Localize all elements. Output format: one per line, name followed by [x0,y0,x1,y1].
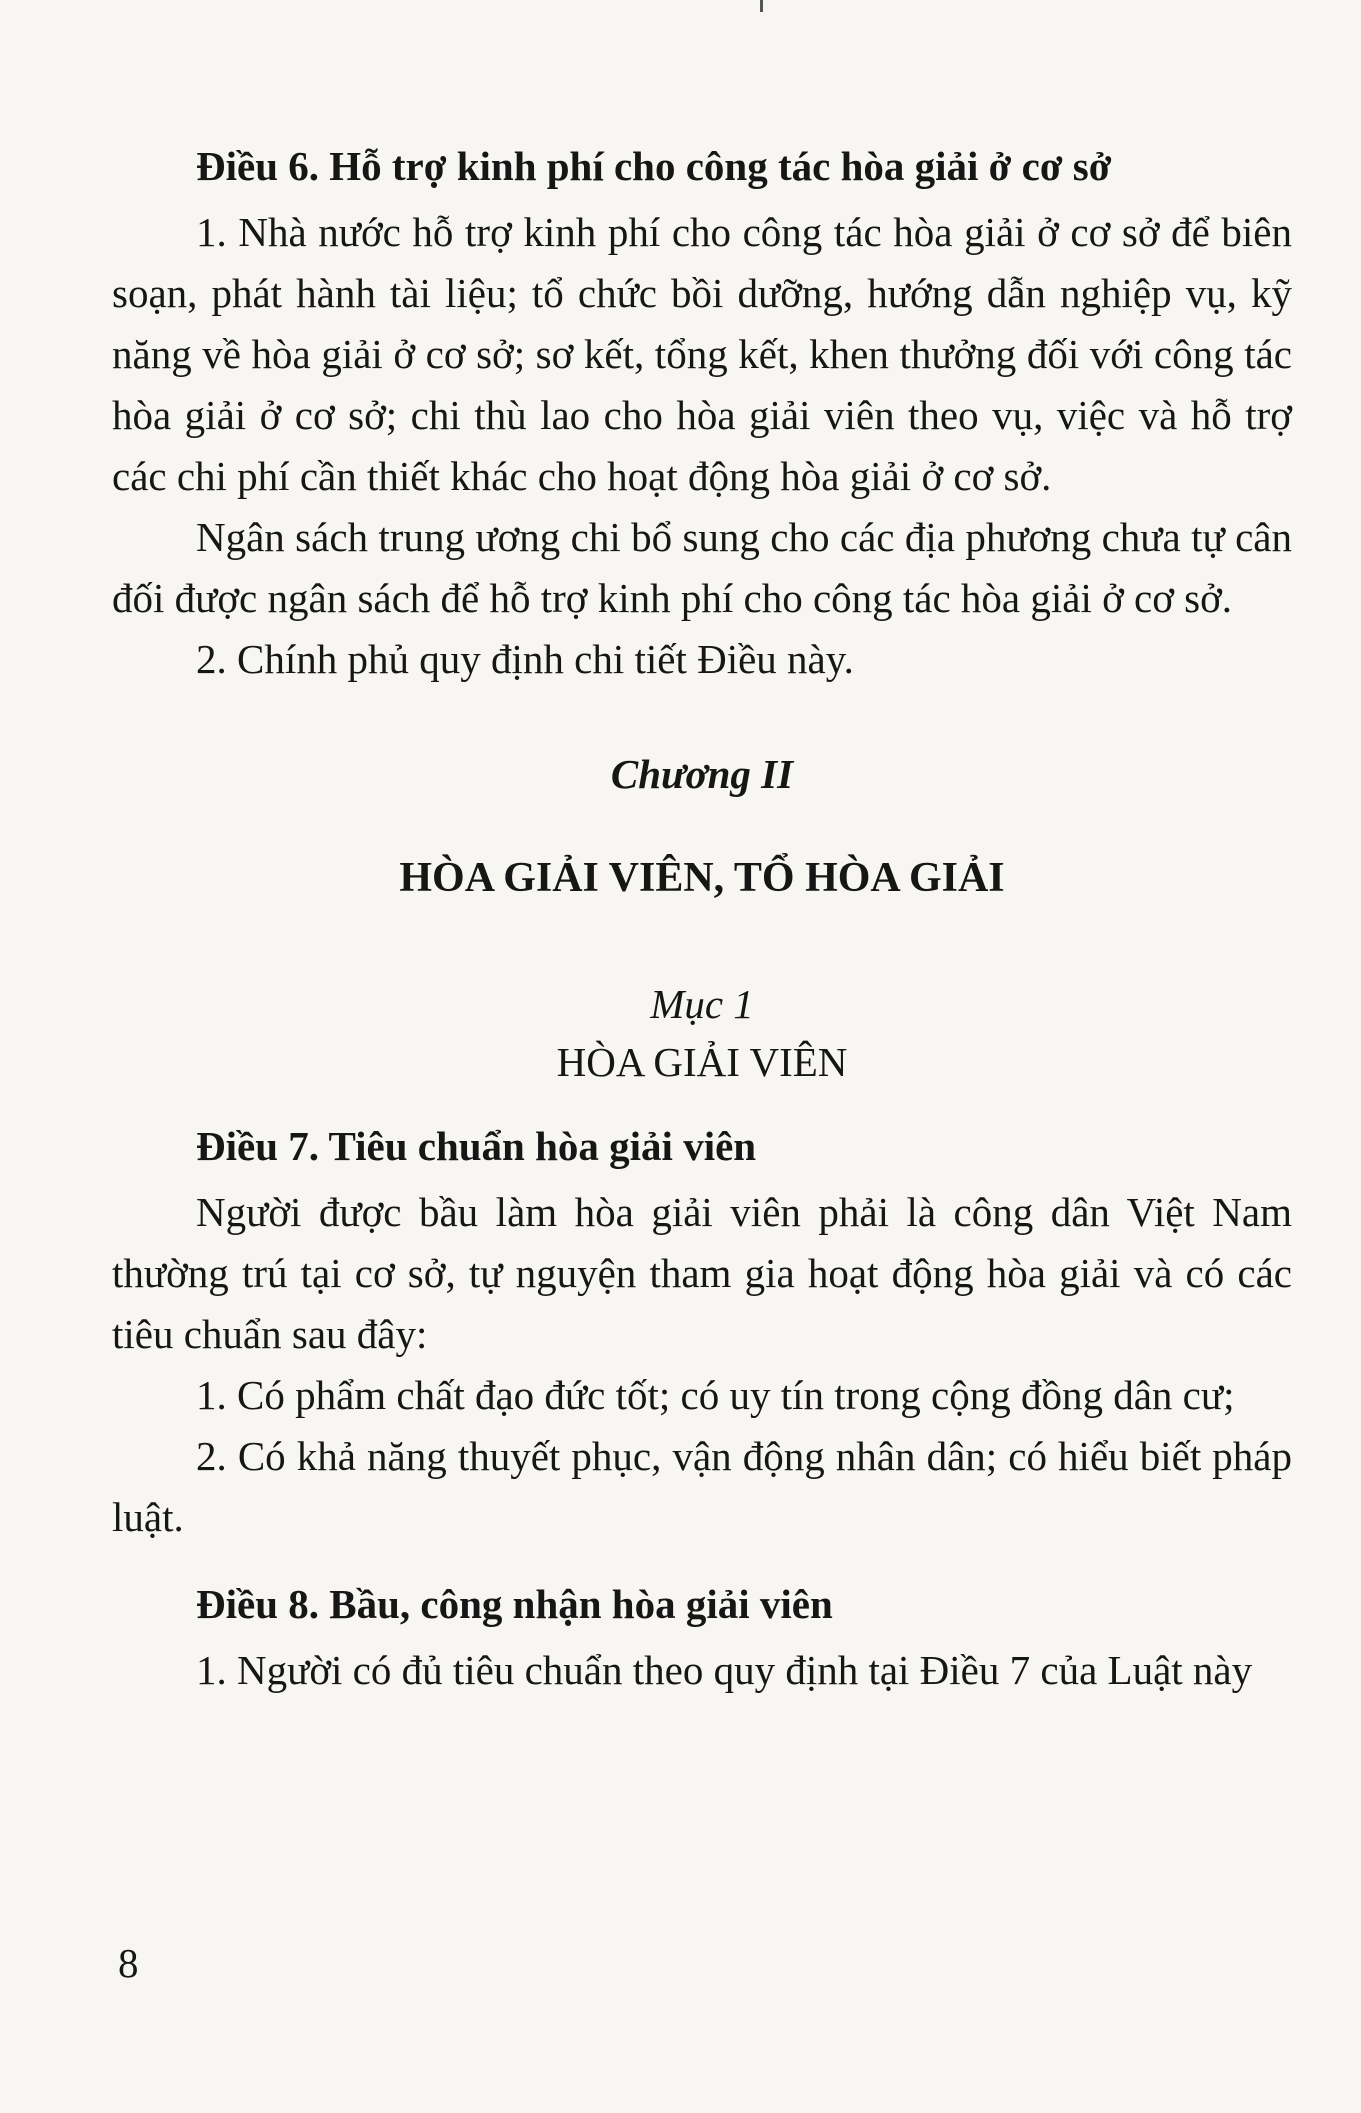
article-6-paragraph-2: Ngân sách trung ương chi bổ sung cho các địa phương chưa tự cân đối được ngân sách để hỗ trợ kinh phí cho công tác hòa giải ở cơ sở. [112,514,1292,621]
section-label: Mục 1 [650,981,754,1027]
page-content [112,136,1292,1701]
article-7-title: Điều 7. Tiêu chuẩn hòa giải viên [196,1123,757,1169]
article-6-paragraph-1: 1. Nhà nước hỗ trợ kinh phí cho công tác hòa giải ở cơ sở để biên soạn, phát hành tài liệu; tổ chức bồi dưỡng, hướng dẫn nghiệp vụ, kỹ năng về hòa giải ở cơ sở; sơ kết, tổng kết, khen thưởng đối với công tác hòa giải ở cơ sở; chi thù lao cho hòa giải viên theo vụ, việc và hỗ trợ các chi phí cần thiết khác cho hoạt động hòa giải ở cơ sở. [112,209,1292,499]
page-number: 8 [118,1940,139,1986]
article-7-paragraph-1: Người được bầu làm hòa giải viên phải là công dân Việt Nam thường trú tại cơ sở, tự nguyện tham gia hoạt động hòa giải và có các tiêu chuẩn sau đây: [112,1189,1292,1357]
scan-mark [760,0,763,12]
article-8-paragraph-1: 1. Người có đủ tiêu chuẩn theo quy định tại Điều 7 của Luật này [196,1647,1253,1693]
article-6-paragraph-3: 2. Chính phủ quy định chi tiết Điều này. [196,636,854,682]
chapter-title: HÒA GIẢI VIÊN, TỔ HÒA GIẢI [399,855,1005,901]
chapter-label: Chương II [610,751,794,797]
article-7-paragraph-3: 2. Có khả năng thuyết phục, vận động nhân dân; có hiểu biết pháp luật. [112,1433,1292,1540]
section-title: HÒA GIẢI VIÊN [556,1039,848,1085]
article-8-title: Điều 8. Bầu, công nhận hòa giải viên [196,1581,833,1627]
article-6-title: Điều 6. Hỗ trợ kinh phí cho công tác hòa giải ở cơ sở [196,143,1112,189]
article-7-paragraph-2: 1. Có phẩm chất đạo đức tốt; có uy tín trong cộng đồng dân cư; [196,1372,1235,1418]
